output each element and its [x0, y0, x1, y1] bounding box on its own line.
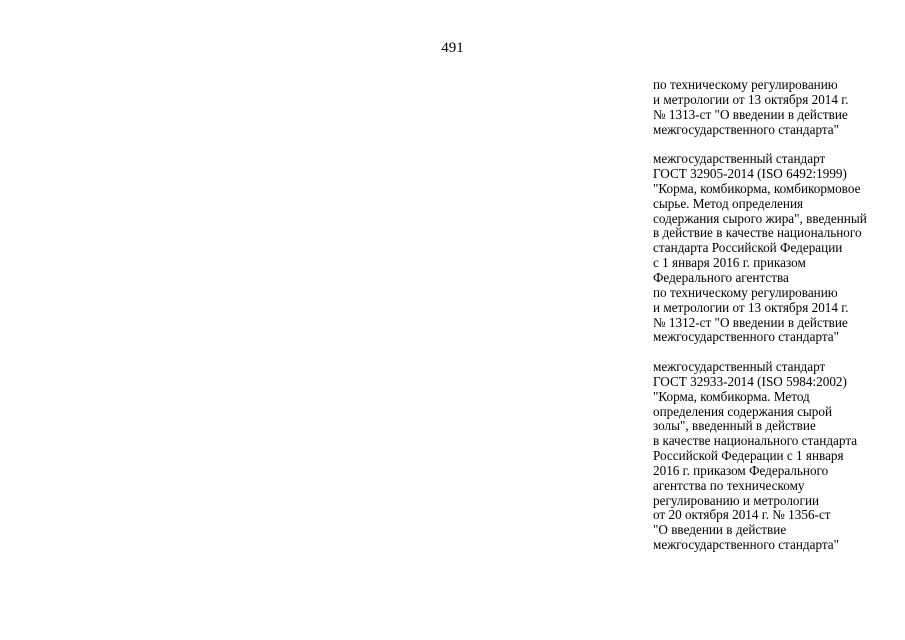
paragraph-3 [653, 360, 898, 553]
paragraph-2 [653, 152, 898, 345]
text-line: межгосударственного стандарта" [653, 329, 840, 345]
text-line: и метрологии от 13 октября 2014 г. [653, 91, 849, 107]
text-line: в действие в качестве национального [653, 225, 862, 241]
text-line: от 20 октября 2014 г. № 1356-ст [653, 507, 831, 523]
text-line: № 1312-ст "О введении в действие [653, 314, 848, 330]
text-line: по техническому регулированию [653, 284, 838, 300]
text-line: по техническому регулированию [653, 77, 838, 92]
text-line: Российской Федерации с 1 января [653, 448, 844, 464]
text-line: межгосударственного стандарта" [653, 537, 840, 553]
text-line: "Корма, комбикорма. Метод [653, 388, 810, 404]
text-line: 2016 г. приказом Федерального [653, 462, 829, 478]
text-line: ГОСТ 32933-2014 (ISO 5984:2002) [653, 373, 847, 389]
text-line: ГОСТ 32905-2014 (ISO 6492:1999) [653, 166, 847, 182]
text-line: межгосударственного стандарта" [653, 121, 840, 137]
text-line: содержания сырого жира", введенный [653, 210, 867, 226]
text-line: "Корма, комбикорма, комбикормовое [653, 180, 861, 196]
text-line: "О введении в действие [653, 522, 787, 538]
text-line: межгосударственный стандарт [653, 359, 826, 375]
text-line: определения содержания сырой [653, 403, 833, 419]
text-line: золы", введенный в действие [653, 418, 816, 434]
text-line: № 1313-ст "О введении в действие [653, 106, 848, 122]
text-line: и метрологии от 13 октября 2014 г. [653, 299, 849, 315]
text-line: агентства по техническому [653, 477, 805, 493]
text-line: в качестве национального стандарта [653, 433, 858, 449]
text-line: с 1 января 2016 г. приказом [653, 255, 806, 271]
text-column [653, 78, 898, 553]
text-line: регулированию и метрологии [653, 492, 820, 508]
paragraph-1 [653, 78, 898, 137]
page-number: 491 [441, 40, 464, 56]
text-line: межгосударственный стандарт [653, 151, 826, 167]
text-line: стандарта Российской Федерации [653, 240, 843, 256]
text-line: сырье. Метод определения [653, 195, 804, 211]
text-line: Федерального агентства [653, 269, 789, 285]
